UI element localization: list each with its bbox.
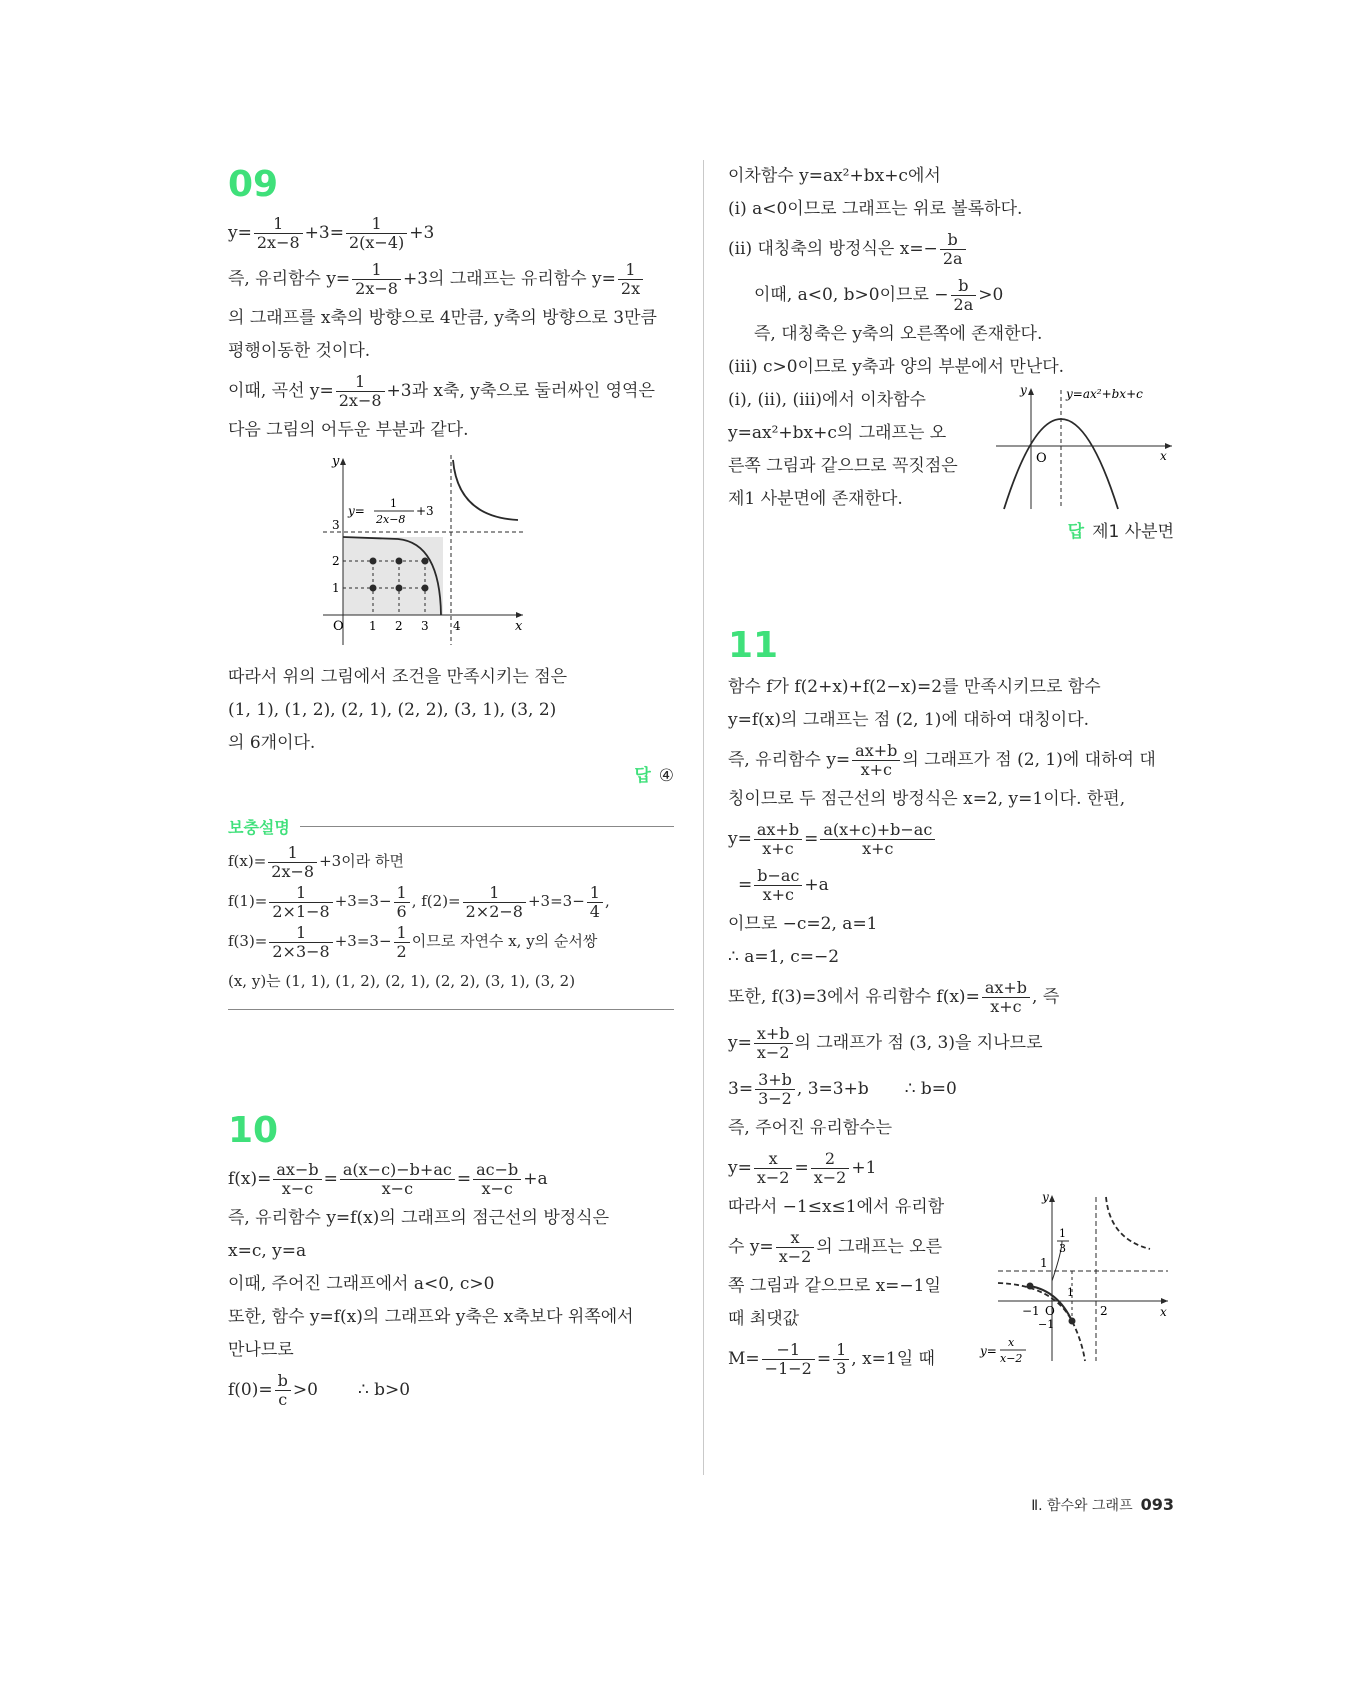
numerator: 1 [269, 924, 332, 943]
question-number-09: 09 [228, 164, 279, 205]
denominator: c [278, 1390, 288, 1409]
x-tick-3: 3 [421, 619, 429, 633]
curve-label-den: 2x−8 [376, 513, 406, 526]
text: , f(2)= [411, 892, 461, 910]
fraction [340, 1161, 455, 1198]
q10-line-4: 이때, 주어진 그래프에서 a<0, c>0 [228, 1274, 495, 1294]
q09-line-7: 따라서 위의 그림에서 조건을 만족시키는 점은 [228, 667, 568, 687]
denominator: 2(x−4) [348, 233, 405, 252]
text: 또한, f(3)=3에서 유리함수 f(x)= [728, 987, 980, 1007]
denominator: 2x−8 [271, 861, 315, 881]
parabola-label: y=ax²+bx+c [1066, 387, 1143, 401]
q11-line-11 [728, 1066, 1174, 1112]
numerator: 1 [587, 884, 603, 903]
fraction [754, 821, 802, 858]
fraction [463, 884, 526, 921]
q10-graph [994, 384, 1174, 514]
q10-answer [728, 516, 1174, 549]
q10-right-5: 즉, 대칭축은 y축의 오른쪽에 존재한다. [754, 324, 1043, 344]
q09-line-6: 다음 그림의 어두운 부분과 같다. [228, 420, 469, 440]
text: f(0)= [228, 1380, 273, 1400]
y-arrow [1049, 1195, 1055, 1202]
question-number-10: 10 [228, 1110, 279, 1151]
numerator: 1 [394, 884, 410, 903]
eq-text: y= [228, 223, 252, 243]
fraction [776, 1229, 815, 1266]
q10-right-8: y=ax²+bx+c의 그래프는 오 [728, 423, 947, 443]
fraction [268, 844, 317, 881]
y-tick-3: 3 [332, 518, 340, 532]
fraction [346, 215, 407, 252]
fraction [754, 1025, 793, 1062]
origin-label: O [1045, 1304, 1055, 1318]
supplement-header [228, 811, 674, 841]
q10-line-5: 또한, 함수 y=f(x)의 그래프와 y축은 x축보다 위쪽에서 [228, 1307, 634, 1327]
point-one [1069, 1318, 1076, 1325]
fraction [352, 261, 401, 298]
label-neg-one-y: −1 [1038, 1318, 1055, 1331]
numerator: ax+b [852, 742, 900, 761]
text: +3=3− [527, 892, 585, 910]
q11-line-14: 따라서 −1≤x≤1에서 유리함 [728, 1197, 945, 1217]
denominator: x+c [762, 885, 795, 904]
text: y= [728, 829, 752, 849]
point-1-2 [370, 558, 377, 565]
text: +3과 x축, y축으로 둘러싸인 영역은 [386, 381, 655, 401]
text: +3의 그래프는 유리함수 y= [402, 269, 616, 289]
denominator: 2a [953, 295, 974, 314]
text: 즉, 유리함수 y= [228, 269, 351, 289]
q11-graph [978, 1191, 1174, 1381]
text: +3=3− [334, 892, 392, 910]
denominator: 3−2 [758, 1089, 792, 1108]
text: f(3)= [228, 932, 268, 950]
q11-line-8: ∴ a=1, c=−2 [728, 947, 840, 967]
shaded-region [343, 537, 443, 615]
denominator: x+c [990, 997, 1022, 1016]
point-3-1 [422, 585, 429, 592]
text: +3이라 하면 [319, 852, 404, 870]
supp-line-4: (x, y)는 (1, 1), (1, 2), (2, 1), (2, 2), (3, 1), (3, 2) [228, 972, 576, 990]
point-2-1 [396, 585, 403, 592]
text: >0 [978, 285, 1004, 305]
numerator: 1 [394, 924, 410, 943]
q09-line-8: (1, 1), (1, 2), (2, 1), (2, 2), (3, 1), (3, 2) [228, 700, 557, 720]
q11-line-3 [728, 737, 1174, 783]
numerator: a(x−c)−b+ac [340, 1161, 455, 1180]
text: 의 그래프가 점 (3, 3)을 지나므로 [794, 1033, 1043, 1053]
fraction [951, 277, 977, 314]
denominator: x−2 [756, 1043, 790, 1062]
numerator: a(x+c)+b−ac [820, 821, 935, 840]
q10-right-6: (ⅲ) c>0이므로 y축과 양의 부분에서 만난다. [728, 357, 1065, 377]
text: +a [523, 1169, 548, 1189]
q11-line-2: y=f(x)의 그래프는 점 (2, 1)에 대하여 대칭이다. [728, 710, 1090, 730]
text: 의 그래프가 점 (2, 1)에 대하여 대 [902, 750, 1156, 770]
fraction [940, 231, 966, 268]
curve-label-num: 1 [390, 497, 397, 510]
denominator: x−2 [778, 1247, 812, 1266]
fraction [820, 821, 935, 858]
q11-line-7: 이므로 −c=2, a=1 [728, 914, 878, 934]
q11-line-10 [728, 1020, 1174, 1066]
q09-line-5 [228, 368, 674, 414]
label-neg-one: −1 [1022, 1304, 1040, 1318]
y-arrow [340, 458, 346, 465]
label-two: 2 [1100, 1304, 1108, 1318]
denominator: x−2 [813, 1168, 847, 1187]
fraction [273, 1161, 321, 1198]
fraction [587, 884, 603, 921]
fraction [754, 867, 802, 904]
column-divider [703, 160, 704, 1475]
denominator: 6 [396, 901, 407, 921]
text: = [804, 829, 819, 849]
text: 3= [728, 1079, 754, 1099]
q10-line-2: 즉, 유리함수 y=f(x)의 그래프의 점근선의 방정식은 [228, 1208, 610, 1228]
numerator: −1 [762, 1341, 815, 1360]
denominator: 2x−8 [256, 233, 300, 252]
text: f(x)= [228, 1169, 272, 1189]
q11-line-17: 때 최댓값 [728, 1309, 800, 1329]
curve-label-num: x [1008, 1336, 1015, 1349]
text: M= [728, 1349, 760, 1369]
denominator: 4 [589, 901, 600, 921]
upper-curve [453, 460, 518, 520]
y-tick-2: 2 [332, 554, 340, 568]
numerator: ac−b [473, 1161, 521, 1180]
label-one: 1 [1040, 1256, 1048, 1270]
numerator: 1 [268, 844, 317, 863]
left-column [228, 160, 674, 1413]
supplement-title: 보충설명 [228, 817, 290, 837]
fraction [755, 1071, 795, 1108]
origin-label: O [333, 619, 344, 634]
label-third-num: 1 [1059, 1227, 1066, 1240]
denominator: 2 [396, 941, 407, 961]
q10-equation-1 [228, 1156, 674, 1202]
label-third-den: 3 [1059, 1242, 1066, 1255]
q09-graph [228, 455, 674, 655]
numerator: 1 [269, 884, 332, 903]
q10-line-3: x=c, y=a [228, 1241, 307, 1261]
x-tick-2: 2 [395, 619, 403, 633]
fraction [275, 1372, 291, 1409]
text: = [794, 1158, 809, 1178]
fraction [811, 1150, 850, 1187]
q10-right-4 [728, 272, 1174, 318]
numerator: x+b [754, 1025, 793, 1044]
denominator: 2×3−8 [272, 941, 330, 961]
x-tick-4: 4 [453, 619, 461, 633]
curve-right-dashed [1106, 1197, 1150, 1249]
denominator: 2×1−8 [272, 901, 330, 921]
x-axis-label: x [1160, 449, 1167, 463]
numerator: b [951, 277, 977, 296]
text: f(1)= [228, 892, 268, 910]
numerator: ax−b [273, 1161, 321, 1180]
q11-line-9 [728, 974, 1174, 1020]
text: f(x)= [228, 852, 267, 870]
fraction [254, 215, 303, 252]
x-axis-label: x [515, 619, 523, 634]
fraction [473, 1161, 521, 1198]
text: , 즉 [1032, 987, 1060, 1007]
x-axis-label: x [1160, 1305, 1167, 1319]
curve-label-post: +3 [416, 504, 434, 518]
numerator: 1 [346, 215, 407, 234]
q10-right-1: 이차함수 y=ax²+bx+c에서 [728, 166, 941, 186]
denominator: x−c [481, 1179, 513, 1198]
text: , 3=3+b [796, 1079, 869, 1099]
supp-line-2 [228, 881, 674, 921]
q09-line-3: 의 그래프를 x축의 방향으로 4만큼, y축의 방향으로 3만큼 [228, 308, 657, 328]
denominator: x−c [381, 1179, 414, 1198]
numerator: x [754, 1150, 793, 1169]
fraction [833, 1341, 849, 1378]
q10-right-7: (ⅰ), (ⅱ), (ⅲ)에서 이차함수 [728, 390, 926, 410]
q11-line-6 [728, 862, 1174, 908]
text: , x=1일 때 [851, 1349, 935, 1369]
x-arrow [516, 612, 523, 618]
numerator: 2 [811, 1150, 850, 1169]
x-arrow [1161, 1298, 1168, 1304]
text: = [456, 1169, 472, 1189]
text: = [323, 1169, 338, 1189]
fraction [394, 924, 410, 961]
fraction [618, 261, 643, 298]
y-axis-label: y [1042, 1191, 1049, 1204]
fraction [394, 884, 410, 921]
denominator: 2x−8 [338, 391, 382, 410]
supplement-rule [300, 826, 674, 827]
denominator: 3 [836, 1359, 847, 1378]
text: 의 그래프는 오른 [816, 1237, 943, 1257]
y-arrow [1028, 388, 1034, 395]
answer-value: 제1 사분면 [1092, 522, 1174, 542]
q10-right-9: 른쪽 그림과 같으므로 꼭짓점은 [728, 456, 958, 476]
text: 이때, a<0, b>0이므로 − [754, 285, 949, 305]
denominator: x+c [860, 760, 892, 779]
numerator: 3+b [755, 1071, 795, 1090]
numerator: ax+b [754, 821, 802, 840]
supp-line-3 [228, 921, 674, 961]
origin-label: O [1036, 451, 1047, 466]
denominator: −1−2 [764, 1359, 812, 1378]
page-footer [1000, 1495, 1174, 1515]
numerator: 1 [833, 1341, 849, 1360]
answer-value: ④ [658, 766, 674, 786]
curve-label-pre: y= [348, 504, 365, 518]
q09-line-2 [228, 256, 674, 302]
text: +3=3− [334, 932, 392, 950]
q11-line-12: 즉, 주어진 유리함수는 [728, 1118, 893, 1138]
q11-conclusion-block [728, 1191, 1174, 1381]
eq-text: +3= [304, 223, 344, 243]
fraction [269, 924, 332, 961]
text: = [738, 875, 753, 895]
numerator: b [940, 231, 966, 250]
text: ∴ b=0 [904, 1079, 957, 1099]
eq-text: +3 [409, 223, 435, 243]
q11-line-13 [728, 1145, 1174, 1191]
text: 수 y= [728, 1237, 774, 1257]
supplement-body [228, 841, 674, 1001]
q10-line-7 [228, 1367, 674, 1413]
q09-equation-1 [228, 210, 674, 256]
q09-answer [228, 760, 674, 793]
point-3-2 [422, 558, 429, 565]
y-axis-label: y [332, 455, 340, 469]
supp-line-1 [228, 841, 674, 881]
chapter-title: Ⅱ. 함수와 그래프 [1031, 1498, 1133, 1514]
text: (ⅱ) 대칭축의 방정식은 x=− [728, 239, 938, 259]
numerator: b [275, 1372, 291, 1391]
x-tick-1: 1 [369, 619, 377, 633]
point-1-1 [370, 585, 377, 592]
q10-right-2: (ⅰ) a<0이므로 그래프는 위로 볼록하다. [728, 199, 1023, 219]
q10-right-3 [728, 226, 1174, 272]
text: +1 [851, 1158, 877, 1178]
numerator: 1 [618, 261, 643, 280]
point-minus-one [1027, 1283, 1034, 1290]
text: y= [728, 1033, 752, 1053]
q09-line-4: 평행이동한 것이다. [228, 341, 371, 361]
q11-line-1: 함수 f가 f(2+x)+f(2−x)=2를 만족시키므로 함수 [728, 677, 1101, 697]
q10-conclusion-block [728, 384, 1174, 516]
text: ∴ b>0 [357, 1380, 411, 1400]
denominator: 2a [942, 249, 963, 268]
text: 즉, 유리함수 y= [728, 750, 851, 770]
denominator: 2×2−8 [465, 901, 523, 921]
fraction [754, 1150, 793, 1187]
numerator: b−ac [754, 867, 802, 886]
numerator: 1 [254, 215, 303, 234]
denominator: x+c [862, 839, 894, 858]
numerator: 1 [463, 884, 526, 903]
q11-line-16: 쪽 그림과 같으므로 x=−1일 [728, 1276, 941, 1296]
point-2-2 [396, 558, 403, 565]
denominator: x+c [762, 839, 794, 858]
page-number: 093 [1140, 1495, 1174, 1514]
q11-line-4: 칭이므로 두 점근선의 방정식은 x=2, y=1이다. 한편, [728, 789, 1126, 809]
label-x-one: 1 [1067, 1286, 1074, 1299]
y-axis-label: y [1020, 384, 1027, 397]
fraction [269, 884, 332, 921]
denominator: 2x−8 [355, 279, 398, 298]
text: = [816, 1349, 832, 1369]
y-tick-1: 1 [332, 581, 340, 595]
q10-line-6: 만나므로 [228, 1340, 294, 1360]
q11-line-5 [728, 816, 1174, 862]
text: 이때, 곡선 y= [228, 381, 334, 401]
q09-line-9: 의 6개이다. [228, 733, 316, 753]
answer-mark: 답 [1067, 522, 1085, 542]
fraction [762, 1341, 815, 1378]
numerator: 1 [336, 373, 385, 392]
answer-mark: 답 [634, 766, 651, 786]
text: 이므로 자연수 x, y의 순서쌍 [411, 932, 598, 950]
spacer [228, 1010, 674, 1106]
denominator: x−2 [756, 1168, 790, 1187]
q10-right-10: 제1 사분면에 존재한다. [728, 489, 903, 509]
denominator: 2x [620, 279, 641, 298]
fraction [336, 373, 385, 410]
curve-label-pre: y= [980, 1344, 997, 1358]
numerator: ax+b [982, 979, 1030, 998]
text: , [604, 892, 610, 910]
fraction [982, 979, 1030, 1016]
text: y= [728, 1158, 752, 1178]
text: +a [804, 875, 829, 895]
numerator: 1 [352, 261, 401, 280]
curve-label-den: x−2 [1000, 1352, 1023, 1365]
text: >0 [292, 1380, 318, 1400]
right-column [728, 160, 1174, 1381]
fraction [852, 742, 900, 779]
denominator: x−c [281, 1179, 314, 1198]
spacer [728, 549, 1174, 621]
question-number-11: 11 [728, 625, 779, 666]
numerator: x [776, 1229, 815, 1248]
